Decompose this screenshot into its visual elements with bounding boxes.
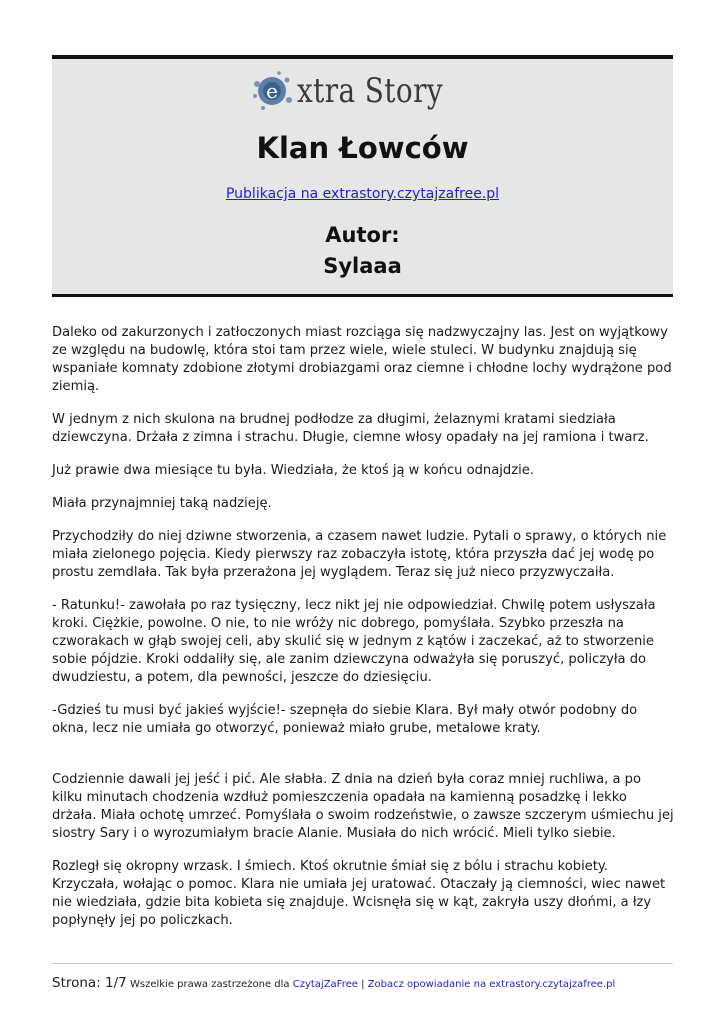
story-content	[52, 324, 675, 945]
paragraph-spacer	[52, 753, 675, 771]
extra-story-logo	[52, 67, 673, 115]
publication-link[interactable]: Publikacja na extrastory.czytajzafree.pl	[225, 186, 500, 202]
footer-divider	[52, 963, 673, 964]
page-number: Strona: 1/7	[52, 975, 127, 991]
paragraph: Daleko od zakurzonych i zatłoczonych miast rozciąga się nadzwyczajny las. Jest on wyjątkowy ze względu na budowlę, która stoi tam przez wiele, wiele stuleci. W budynku znajdują się wspaniałe komnaty zdobione złotymi drobiazgami oraz ciemne i chłodne lochy wydrążone pod ziemią.	[52, 325, 672, 394]
footer-separator: |	[361, 979, 365, 990]
brand-link[interactable]: CzytajZaFree	[292, 979, 358, 990]
paragraph: Rozległ się okropny wrzask. I śmiech. Ktoś okrutnie śmiał się z bólu i strachu kobiety. Krzyczała, wołając o pomoc. Klara nie umiała jej uratować. Otaczały ją ciemności, wiec nawet nie wiedziała, gdzie bita kobieta się znajduje. Wcisnęła się w kąt, zakryła uszy dłońmi, a łzy popłynęły jej po policzkach.	[52, 859, 666, 928]
paragraph: Już prawie dwa miesiące tu była. Wiedziała, że ktoś ją w końcu odnajdzie.	[52, 463, 534, 478]
logo-wordmark: xtra Story	[297, 71, 444, 111]
paragraph: W jednym z nich skulona na brudnej podłodze za długimi, żelaznymi kratami siedziała dziewczyna. Drżała z zimna i strachu. Długie, ciemne włosy opadały na jej ramiona i twarz.	[52, 412, 649, 445]
paragraph: - Ratunku!- zawołała po raz tysięczny, lecz nikt jej nie odpowiedział. Chwilę potem usłyszała kroki. Ciężkie, powolne. O nie, to nie wróży nic dobrego, pomyślała. Szybko przeszła na czworakach w głąb swojej celi, aby skulić się w jednym z kątów i zaczekać, aż to stworzenie sobie pójdzie. Kroki oddaliły się, ale zanim dziewczyna odważyła się poruszyć, policzyła do dwudziestu, a potem, dla pewności, jeszcze do dziesięciu.	[52, 598, 656, 685]
paragraph: Codziennie dawali jej jeść i pić. Ale słabła. Z dnia na dzień była coraz mniej ruchliwa, a po kilku minutach chodzenia wzdłuż pomieszczenia opadała na kamienną posadzkę i lekko drżała. Miała ochotę umrzeć. Pomyślała o swoim rodzeństwie, o zawsze szczerym uśmiechu jej siostry Sary i o wyrozumiałym bracie Alanie. Musiała do nich wrócić. Mieli tylko siebie.	[52, 772, 674, 841]
author-name: Sylaaa	[323, 254, 402, 278]
svg-text:e: e	[266, 79, 279, 103]
author-label: Autor:	[325, 223, 400, 247]
ink-splash-icon	[249, 68, 295, 114]
page-footer	[52, 975, 692, 991]
paragraph: Przychodziły do niej dziwne stworzenia, a czasem nawet ludzie. Pytali o sprawy, o których nie miała zielonego pojęcia. Kiedy pierwszy raz zobaczyła istotę, która przyszła dać jej wodę po prostu zemdlała. Tak była przerażona jej wyglądem. Teraz się już nieco przyzwyczaiła.	[52, 529, 667, 580]
story-link[interactable]: Zobacz opowiadanie na extrastory.czytajzafree.pl	[367, 979, 616, 990]
story-title: Klan Łowców	[256, 131, 469, 165]
paragraph: -Gdzieś tu musi być jakieś wyjście!- szepnęła do siebie Klara. Był mały otwór podobny do okna, lecz nie umiała go otworzyć, ponieważ miało grube, metalowe kraty.	[52, 703, 638, 736]
paragraph: Miała przynajmniej taką nadzieję.	[52, 496, 272, 511]
rights-text: Wszelkie prawa zastrzeżone dla	[129, 979, 290, 990]
document-header	[52, 55, 673, 297]
